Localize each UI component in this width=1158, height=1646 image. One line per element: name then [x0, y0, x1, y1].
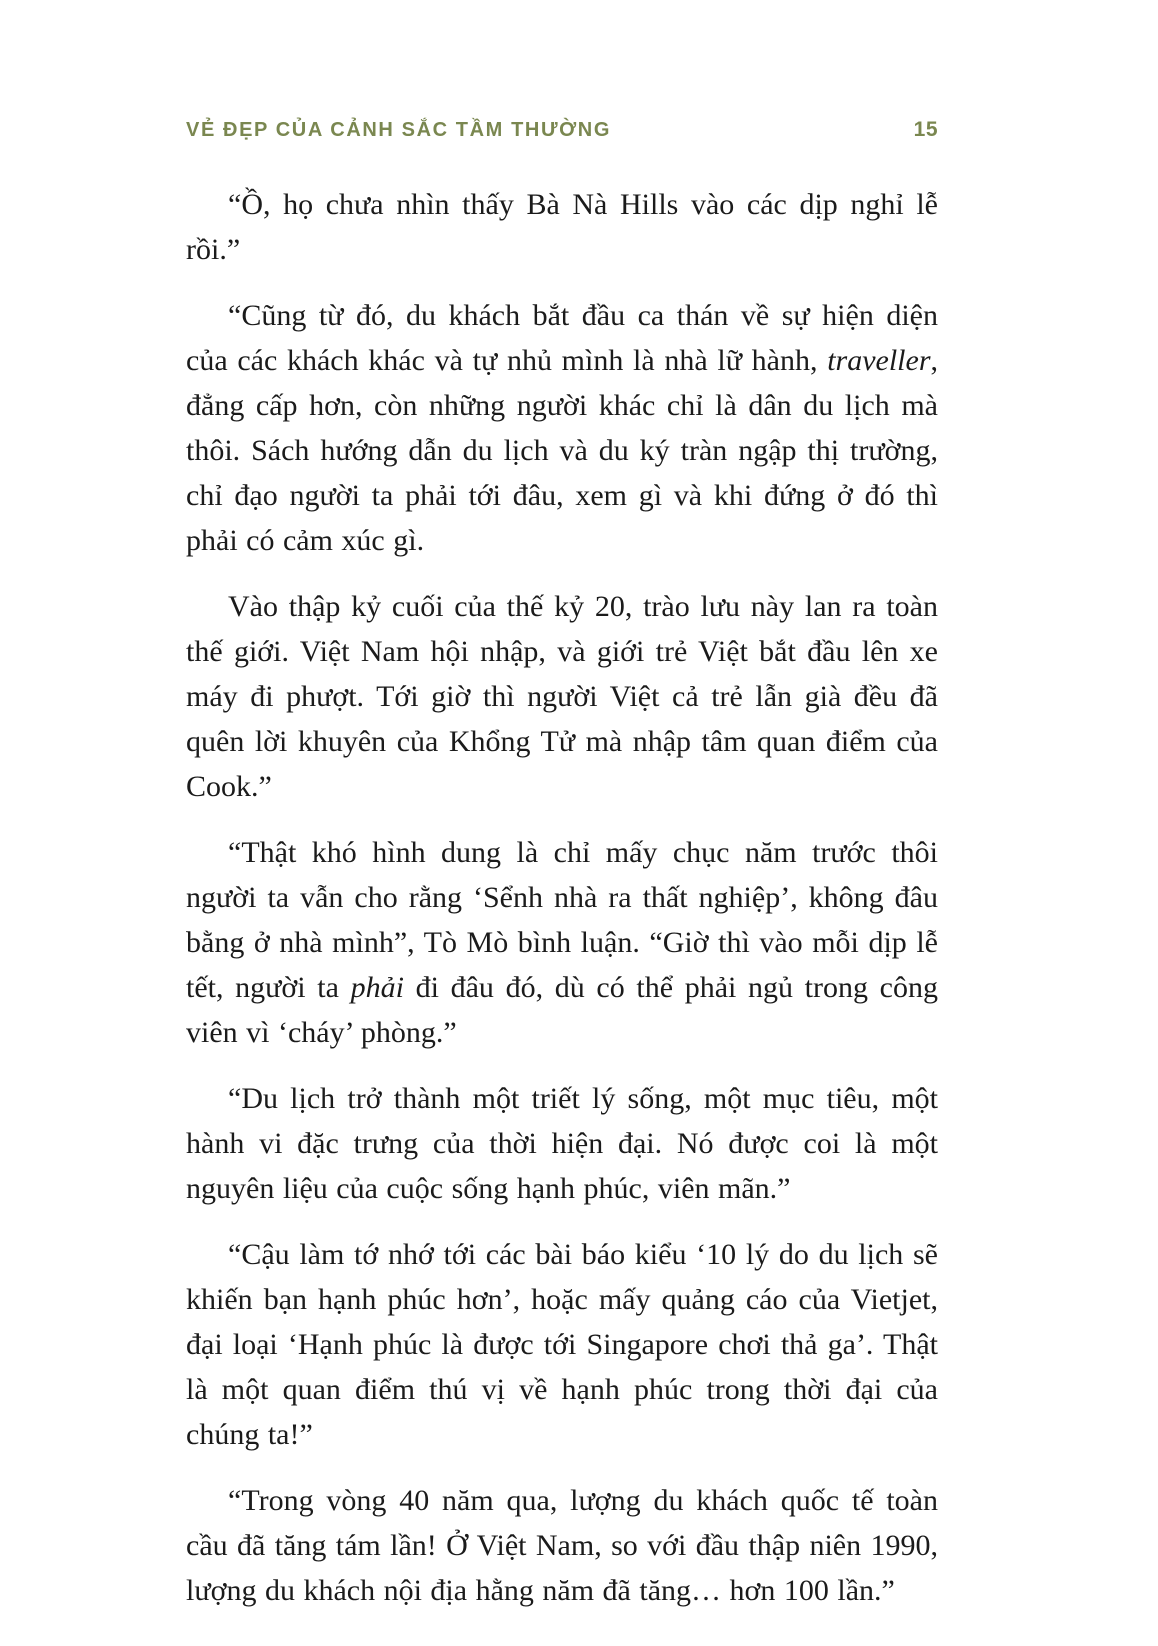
paragraph: [186, 1076, 938, 1211]
paragraph-segment: đi đâu đó, dù có thể phải ngủ trong công viên vì ‘cháy’ phòng.”: [186, 971, 938, 1049]
paragraph: [186, 1478, 938, 1613]
paragraph-segment: “Cậu làm tớ nhớ tới các bài báo kiểu ‘10 lý do du lịch sẽ khiến bạn hạnh phúc hơn’, hoặc mấy quảng cáo của Vietjet, đại loại ‘Hạnh phúc là được tới Singapore chơi thả ga’. Thật là một quan điểm thú vị về hạnh phúc trong thời đại của chúng ta!”: [186, 1238, 938, 1451]
running-header: [186, 118, 938, 142]
paragraph: [186, 584, 938, 809]
running-header-title: VẺ ĐẸP CỦA CẢNH SẮC TẦM THƯỜNG: [186, 119, 612, 141]
body-text: [186, 182, 938, 1613]
paragraph: [186, 293, 938, 563]
paragraph-segment: , đẳng cấp hơn, còn những người khác chỉ là dân du lịch mà thôi. Sách hướng dẫn du lịch và du ký tràn ngập thị trường, chỉ đạo người ta phải tới đâu, xem gì và khi đứng ở đó thì phải có cảm xúc gì.: [186, 344, 938, 557]
paragraph-segment-italic: traveller: [827, 344, 931, 377]
paragraph-segment-italic: phải: [350, 971, 404, 1004]
paragraph-segment: “Thật khó hình dung là chỉ mấy chục năm trước thôi người ta vẫn cho rằng ‘Sểnh nhà ra thất nghiệp’, không đâu bằng ở nhà mình”, Tò Mò bình luận. “Giờ thì vào mỗi dịp lễ tết, người ta: [186, 836, 938, 1004]
paragraph-segment: “Ồ, họ chưa nhìn thấy Bà Nà Hills vào các dịp nghỉ lễ rồi.”: [186, 188, 938, 266]
paragraph-segment: Vào thập kỷ cuối của thế kỷ 20, trào lưu này lan ra toàn thế giới. Việt Nam hội nhập, và giới trẻ Việt bắt đầu lên xe máy đi phượt. Tới giờ thì người Việt cả trẻ lẫn già đều đã quên lời khuyên của Khổng Tử mà nhập tâm quan điểm của Cook.”: [186, 590, 938, 803]
paragraph-segment: “Trong vòng 40 năm qua, lượng du khách quốc tế toàn cầu đã tăng tám lần! Ở Việt Nam, so với đầu thập niên 1990, lượng du khách nội địa hằng năm đã tăng… hơn 100 lần.”: [186, 1484, 938, 1607]
paragraph: [186, 830, 938, 1055]
page-number: 15: [913, 118, 938, 141]
paragraph-segment: “Du lịch trở thành một triết lý sống, một mục tiêu, một hành vi đặc trưng của thời hiện đại. Nó được coi là một nguyên liệu của cuộc sống hạnh phúc, viên mãn.”: [186, 1082, 938, 1205]
paragraph: [186, 1232, 938, 1457]
paragraph-segment: “Cũng từ đó, du khách bắt đầu ca thán về sự hiện diện của các khách khác và tự nhủ mình là nhà lữ hành,: [186, 299, 938, 377]
paragraph: [186, 182, 938, 272]
page-content: [186, 118, 938, 1613]
